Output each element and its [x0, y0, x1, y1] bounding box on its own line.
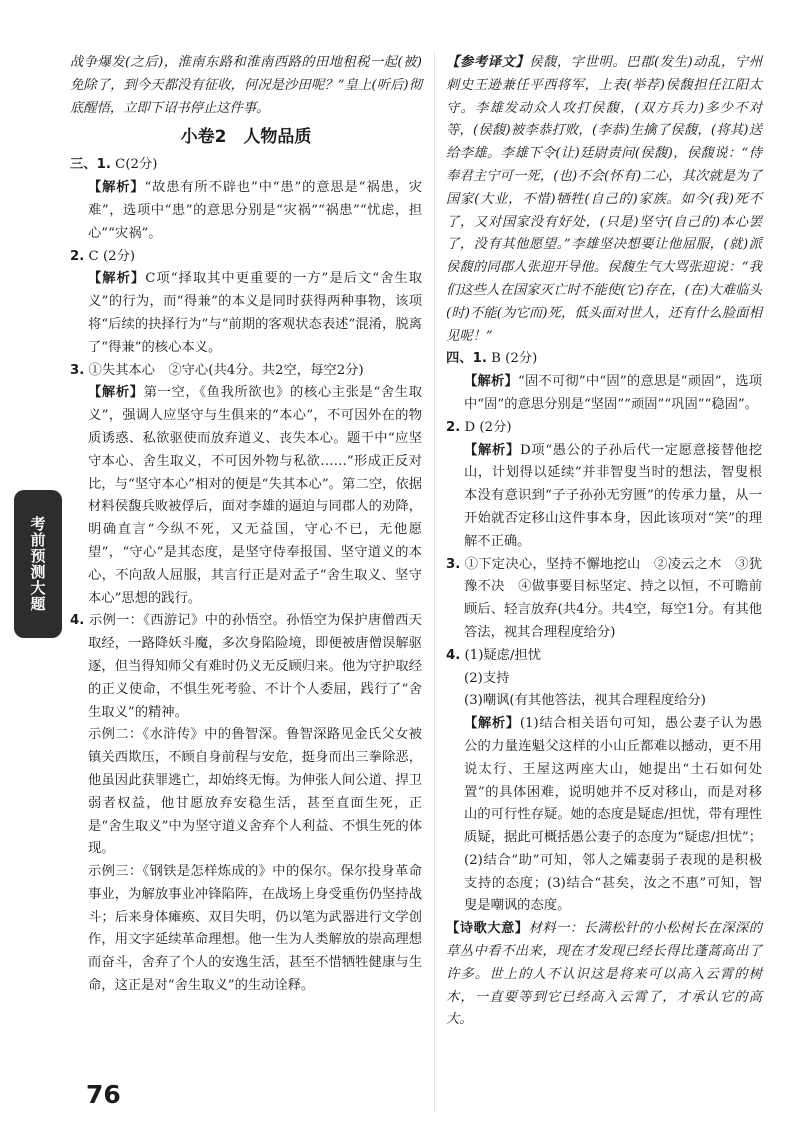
left-column — [70, 52, 422, 998]
page-number: 76 — [86, 1080, 121, 1109]
q3-1-text: “故患有所不辟也”中“患”的意思是“祸患，灾难”，选项中“患”的意思分别是“灾祸”“祸患”“忧虑，担心”“灾祸”。 — [88, 180, 422, 241]
q3-2-analysis — [70, 268, 422, 359]
q4-4-answer-2: (2)支持 — [464, 670, 510, 686]
q3-3-text: 第一空，《鱼我所欲也》的核心主张是“舍生取义”，强调人应坚守与生俱来的“本心”，不可因外在的物质诱惑、私欲驱使而放弃道义、丧失本心。题干中“应坚守本心、舍生取义，不可因外物与私欲……”形成正反对比，与“坚守本心”相对的便是“失其本心”。第二空，依据材料侯馥兵败被俘后，面对李雄的逼迫与同郡人的劝降，明确直言“今纵不死，又无益国，守心不已，无他愿望”，“守心”是其态度，是坚守侍奉报国、坚守道义的本心，不向敌人屈服，其言行正是对孟子“舍生取义、坚守本心”思想的践行。 — [88, 385, 422, 606]
q4-2 — [446, 417, 762, 440]
q3-3-tag: 【解析】 — [88, 385, 144, 401]
q4-3-answer: ①下定决心，坚持不懈地挖山 ②凌云之木 ③犹豫不决 ④做事要目标坚定、持之以恒，不可瞻前顾后、轻言放弃(共4分。共4空，每空1分。有其他答法，视其合理程度给分) — [464, 556, 762, 640]
q3-1-number: 三、1. — [70, 157, 111, 173]
sidebar-label: 考前预测大题 — [28, 516, 47, 612]
q4-4-text: (1)结合相关语句可知，愚公妻子认为愚公的力量连魁父这样的小山丘都难以撼动，更不用说太行、王屋这两座大山，她提出“土石如何处置”的具体困难，说明她并不反对移山，而是对移山的可行性存疑。她的态度是疑虑/担忧，带有理性质疑，据此可概括愚公妻子的态度为“疑虑/担忧”；(2)结合“助”可知，邻人之孀妻弱子表现的是积极支持的态度；(3)结合“甚矣，汝之不惠”可知，智叟是嘲讽的态度。 — [464, 716, 763, 914]
q3-1-analysis — [70, 177, 422, 245]
q3-3 — [70, 360, 422, 383]
q4-4 — [446, 645, 762, 668]
column-divider — [434, 52, 435, 1112]
q4-1-text: “固不可彻”中“固”的意思是“顽固”，选项中“固”的意思分别是“坚固”“顽固”“巩固”“稳固”。 — [464, 374, 762, 412]
q3-2-tag: 【解析】 — [88, 271, 146, 287]
q3-3-analysis — [70, 382, 422, 610]
q4-2-tag: 【解析】 — [464, 442, 520, 458]
q4-2-analysis — [446, 440, 762, 554]
right-column — [446, 52, 762, 1032]
q4-1-answer: B (2分) — [491, 351, 538, 367]
intro-text: 战争爆发(之后)，淮南东路和淮南西路的田地租税一起(被)免除了，到今天都没有征收，何况是沙田呢？”皇上(听后)彻底醒悟，立即下诏书停止这件事。 — [70, 55, 422, 116]
q4-1-analysis — [446, 371, 762, 417]
q3-2-answer: C (2分) — [88, 248, 136, 264]
q4-2-number: 2. — [446, 419, 461, 435]
q3-2 — [70, 246, 422, 269]
q4-4-answer-3: (3)嘲讽(有其他答法，视其合理程度给分) — [464, 693, 706, 709]
sidebar-tab — [14, 490, 62, 638]
poem-tag: 【诗歌大意】 — [446, 921, 529, 937]
q4-1-tag: 【解析】 — [464, 374, 518, 390]
q4-1 — [446, 348, 762, 371]
q3-1-answer: C(2分) — [115, 157, 158, 173]
q4-2-answer: D (2分) — [464, 419, 512, 435]
q3-4-example-1: 示例一：《西游记》中的孙悟空。孙悟空为保护唐僧西天取经，一路降妖斗魔，多次身陷险境，即便被唐僧误解驱逐，但当得知师父有难时仍义无反顾归来。他为守护取经的正义使命，不惧生死考验、不计个人委屈，践行了“舍生取义”的精神。 — [88, 613, 422, 720]
q4-4-analysis — [446, 713, 762, 918]
q4-2-text: D项“愚公的子孙后代一定愿意接替他挖山，计划得以延续”并非智叟当时的想法，智叟根本没有意识到“子子孙孙无穷匮”的传承力量，从一开始就否定移山这件事本身，因此该项对“笑”的理解不正确。 — [464, 442, 762, 549]
q3-4-example-2: 示例二：《水浒传》中的鲁智深。鲁智深路见金氏父女被镇关西欺压，不顾自身前程与安危，挺身而出三拳除恶，他虽因此获罪逃亡，却始终无悔。为伸张人间公道、捍卫弱者权益，他甘愿放弃安稳生活，甚至直面生死，正是“舍生取义”中为坚守道义舍弃个人利益、不惧生死的体现。 — [88, 727, 422, 857]
q3-2-number: 2. — [70, 248, 85, 264]
poem-text: 材料一：长满松针的小松树长在深深的草丛中看不出来，现在才发现已经长得比蓬蒿高出了许多。世上的人不认识这是将来可以高入云霄的树木，一直要等到它已经高入云霄了，才承认它的高大。 — [446, 921, 763, 1028]
q3-1-tag: 【解析】 — [88, 180, 145, 196]
q4-4-number: 4. — [446, 647, 461, 663]
q4-1-number: 四、1. — [446, 351, 487, 367]
q4-4-answer-1: (1)疑虑/担忧 — [464, 647, 542, 663]
section-title: 小卷2 人物品质 — [180, 127, 312, 148]
q4-4-tag: 【解析】 — [464, 716, 520, 732]
ref-text: 侯馥，字世明。巴郡(发生)动乱，宁州刺史王逊兼任平西将军，上表(举荐)侯馥担任江阳太守。李雄发动众人攻打侯馥，(双方兵力)多少不对等，(侯馥)被李恭打败，(李恭)生擒了侯馥，(将其)送给李雄。李雄下令(让)廷尉责问(侯馥)，侯馥说：“侍奉君主宁可一死，(也)不会(怀有)二心，其次就是为了国家(大业，不惜)牺牲(自己的)家族。如今(我)死不了，又对国家没有好处，(只是)坚守(自己的)本心罢了，没有其他愿望。”李雄坚决想要让他屈服，(就)派侯馥的同郡人张迎开导他。侯馥生气大骂张迎说：“我们这些人在国家灭亡时不能使(它)存在，(在)大难临头(时)不能(为它而)死，低头面对世人，还有什么脸面相见呢！” — [446, 55, 763, 344]
q3-3-answer: ①失其本心 ②守心(共4分。共2空，每空2分) — [88, 362, 364, 378]
poem-meaning — [446, 918, 762, 1032]
ref-tag: 【参考译文】 — [446, 55, 530, 70]
q3-3-number: 3. — [70, 362, 85, 378]
q3-4-example-3: 示例三：《钢铁是怎样炼成的》中的保尔。保尔投身革命事业，为解放事业冲锋陷阵，在战场上身受重伤仍坚持战斗；后来身体瘫痪、双目失明，仍以笔为武器进行文学创作，用文字延续革命理想。他一生为人类解放的崇高理想而奋斗，舍弃了个人的安逸生活，甚至不惜牺牲健康与生命，这正是对“舍生取义”的生动诠释。 — [88, 864, 422, 994]
q3-1 — [70, 154, 422, 177]
q3-2-text: C项“择取其中更重要的一方”是后文“舍生取义”的行为，而“得兼”的本义是同时获得两种事物，该项将“后续的抉择行为”与“前期的客观状态表述”混淆，脱离了“得兼”的核心本义。 — [88, 271, 422, 355]
q3-4-number: 4. — [70, 613, 85, 629]
q4-3 — [446, 554, 762, 645]
reference-translation — [446, 52, 762, 348]
q3-4 — [70, 610, 422, 724]
q4-3-number: 3. — [446, 556, 461, 572]
